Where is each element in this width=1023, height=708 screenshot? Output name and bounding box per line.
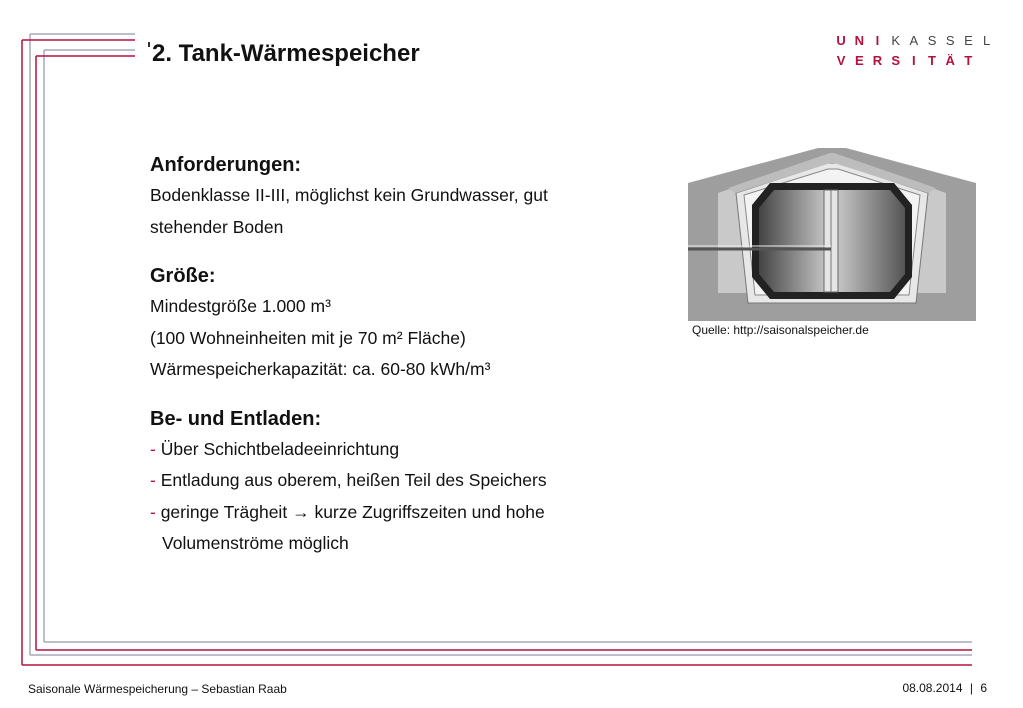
arrow-right-icon: →	[292, 501, 310, 522]
logo-line-1	[832, 31, 996, 51]
logo-letter: T	[964, 53, 973, 68]
logo-letter: E	[854, 53, 864, 68]
bullet-text: Über Schichtbeladeeinrichtung	[160, 438, 400, 459]
bullet-text: geringe Trägheit	[160, 501, 288, 522]
loading-bullet	[150, 497, 670, 529]
loading-bullet	[150, 465, 670, 497]
logo-letter: Ä	[945, 53, 955, 68]
bullet-text: kurze Zugriffszeiten und hohe	[314, 501, 545, 522]
bullet-dash: -	[150, 470, 156, 490]
size-line: Mindestgröße 1.000 m³	[150, 296, 331, 316]
logo-letter: I	[912, 53, 916, 68]
tank-heat-storage-diagram	[688, 143, 976, 321]
requirements-line: Bodenklasse II-III, möglichst kein Grundwasser, gut	[150, 185, 548, 205]
requirements-line: stehender Boden	[150, 216, 284, 237]
logo-letter: K	[891, 33, 900, 48]
logo-line-2	[832, 51, 996, 71]
page-number: 6	[980, 681, 987, 695]
university-logo	[832, 31, 996, 71]
logo-letter: S	[891, 53, 900, 68]
size-heading: Größe:	[150, 265, 216, 287]
footer-date: 08.08.2014	[902, 681, 963, 695]
footer-separator: |	[969, 681, 973, 695]
logo-letter: S	[945, 33, 955, 48]
loading-heading: Be- und Entladen:	[150, 407, 322, 430]
loading-bullet	[150, 434, 670, 466]
logo-letter: N	[854, 33, 864, 48]
requirements-heading: Anforderungen:	[150, 154, 302, 176]
bullet-dash: -	[150, 438, 156, 459]
figure-caption: Quelle: http://saisonalspeicher.de	[692, 323, 869, 337]
size-line: Wärmespeicherkapazität: ca. 60-80 kWh/m³	[150, 359, 491, 379]
logo-letter: S	[927, 33, 937, 48]
logo-letter: I	[875, 33, 880, 48]
logo-letter: E	[964, 33, 973, 48]
size-line: (100 Wohneinheiten mit je 70 m² Fläche)	[150, 327, 466, 348]
logo-letter: T	[928, 53, 936, 68]
logo-letter: R	[872, 53, 883, 68]
logo-letter: L	[982, 33, 991, 48]
logo-letter: U	[836, 33, 846, 48]
footer-meta	[902, 681, 987, 695]
logo-letter: A	[909, 33, 919, 48]
bullet-dash: -	[150, 501, 156, 522]
slide-body	[150, 150, 670, 560]
footer-title: Saisonale Wärmespeicherung – Sebastian Raab	[28, 682, 287, 696]
title-marker	[148, 42, 150, 47]
slide-title: 2. Tank-Wärmespeicher	[152, 40, 420, 67]
logo-letter: V	[836, 53, 846, 68]
loading-bullet-continuation: Volumenströme möglich	[162, 533, 349, 553]
bullet-text: Entladung aus oberem, heißen Teil des Speichers	[160, 470, 547, 490]
